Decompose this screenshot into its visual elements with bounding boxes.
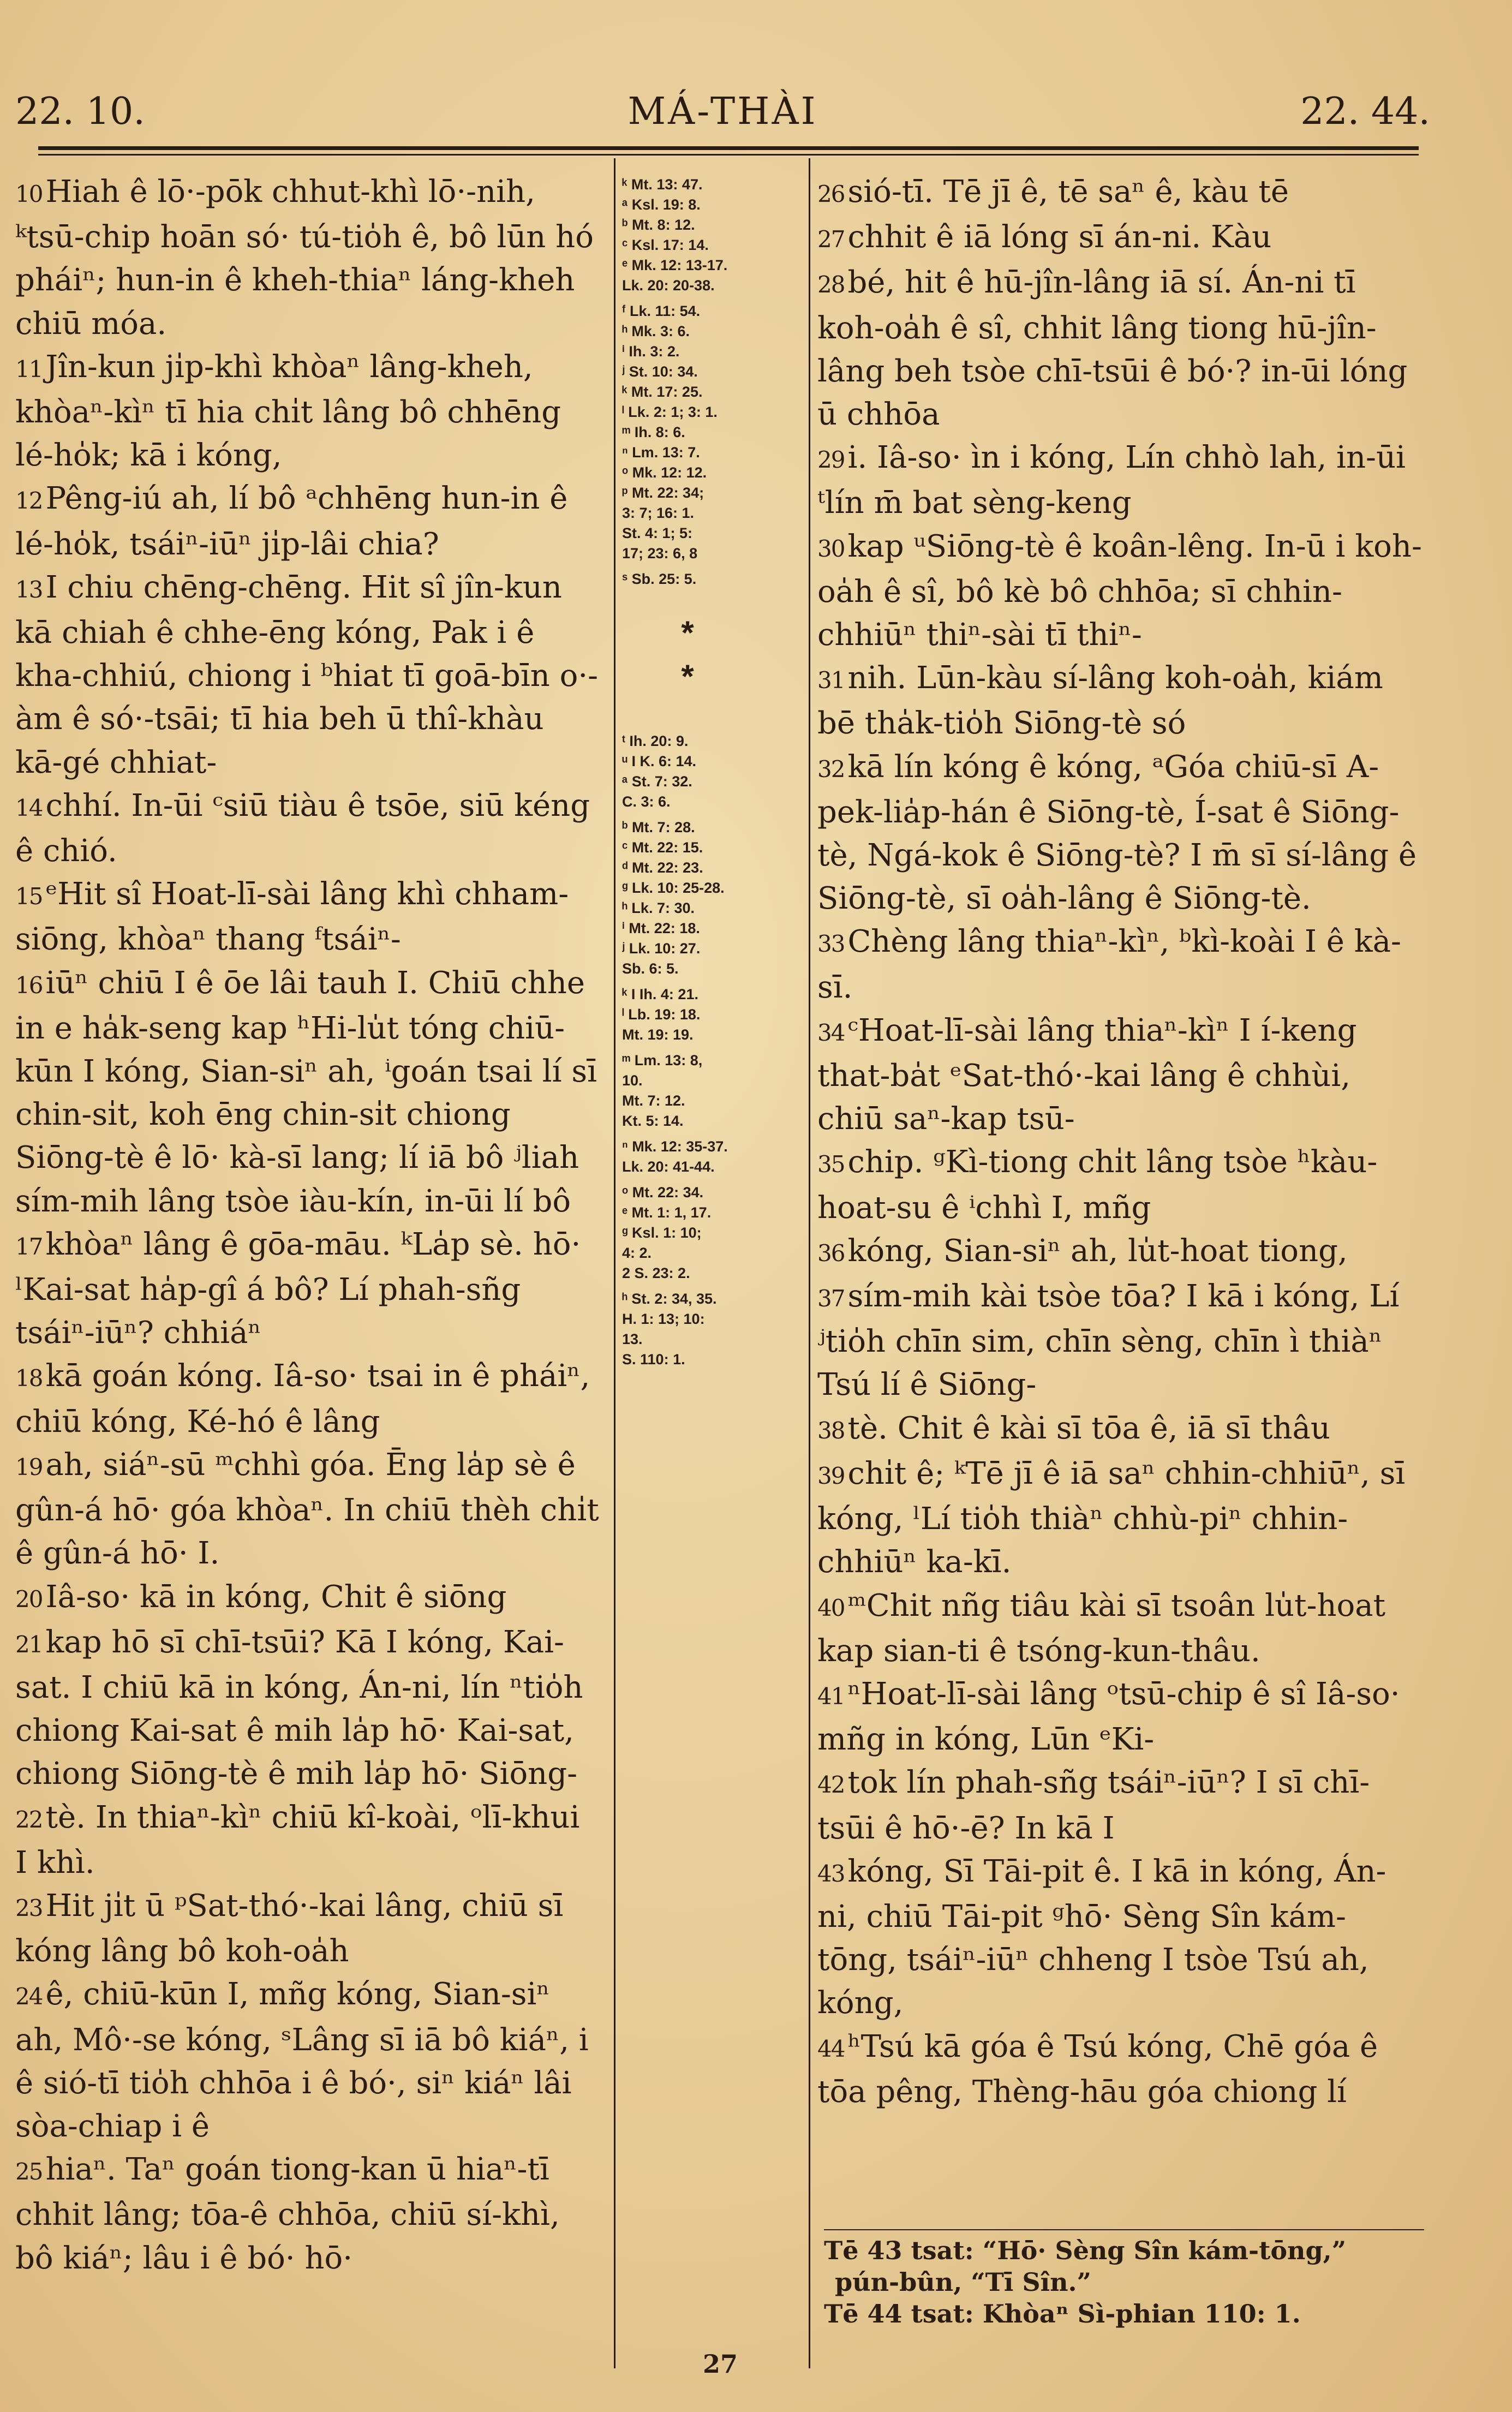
verse-text: kap ᵘSiōng-tè ê koân-lêng. In-ū i koh-oa̍h ê sî, bô kè bô chhōa; sī chhin-chhiūⁿ thiⁿ-sài tī thiⁿ-	[817, 528, 1422, 653]
reference-line: C. 3: 6.	[622, 793, 671, 810]
reference-line: ᵉ Mt. 1: 1, 17.	[622, 1204, 712, 1221]
verse-text: tè. Chit ê kài sī tōa ê, iā sī thâu	[847, 1410, 1330, 1446]
reference-line: ˢ Sb. 25: 5.	[622, 571, 697, 587]
verse-number: 23	[15, 1894, 43, 1921]
reference-block	[622, 1050, 808, 1131]
verse	[817, 261, 1423, 436]
verse-text: kóng, Sian-siⁿ ah, lu̍t-hoat tiong,	[847, 1233, 1348, 1269]
verse-text: sió-tī. Tē jī ê, tē saⁿ ê, kàu tē	[847, 174, 1289, 210]
verse-text: chhit ê iā lóng sī án-ni. Kàu	[847, 219, 1272, 255]
right-text-column	[817, 170, 1423, 2114]
reference-line: ⁱ Mt. 22: 18.	[622, 920, 700, 936]
verse-number: 32	[817, 755, 845, 783]
verse-text: ⁿHoat-lī-sài lâng ᵒtsū-chip ê sî Iâ-so· mñg in kóng, Lūn ᵉKi-	[817, 1676, 1400, 1758]
footnote-rule	[824, 2229, 1424, 2230]
verse	[15, 477, 599, 565]
footnote-line: pún-bûn, “Tī Sîn.”	[835, 2267, 1092, 2297]
verse-text: bé, hit ê hū-jîn-lâng iā sí. Án-ni tī koh-oa̍h ê sî, chhit lâng tiong hū-jîn-lâng beh tsòe chī-tsūi ê bó·? in-ūi lóng ū chhōa	[817, 265, 1408, 433]
verse	[15, 170, 599, 345]
verse-text: ᵉHit sî Hoat-lī-sài lâng khì chham-siōng, khòaⁿ thang ᶠtsáiⁿ-	[15, 876, 569, 958]
reference-line: ᵉ Mk. 12: 13-17.	[622, 257, 728, 273]
verse-text: sím-mih kài tsòe tōa? I kā i kóng, Lí ʲtio̍h chīn sim, chīn sèng, chīn ì thiàⁿ Tsú lí ê Siōng-	[817, 1279, 1400, 1403]
verse	[817, 1407, 1423, 1452]
reference-line: ᵐ Ih. 8: 6.	[622, 424, 685, 440]
verse-text: hiaⁿ. Taⁿ goán tiong-kan ū hiaⁿ-tī chhit lâng; tōa-ê chhōa, chiū sí-khì, bô kiáⁿ; lâu i ê bó· hō·	[15, 2152, 560, 2276]
verse-number: 10	[15, 181, 43, 207]
reference-line: ᵏ Mt. 13: 47.	[622, 176, 703, 193]
reference-line: ˡ Lb. 19: 18.	[622, 1006, 701, 1023]
reference-line: Mt. 19: 19.	[622, 1026, 694, 1043]
verse	[817, 1850, 1423, 2025]
verse-text: Hit ji̍t ū ᵖSat-thó·-kai lâng, chiū sī kóng lâng bô koh-oa̍h	[15, 1888, 564, 1969]
verse	[817, 170, 1423, 216]
verse-number: 36	[817, 1239, 845, 1267]
reference-block	[622, 817, 808, 979]
verse	[15, 784, 599, 873]
verse-number: 16	[15, 971, 43, 999]
reference-line: ʲ Lk. 10: 27.	[622, 940, 701, 957]
verse-text: ʰTsú kā góa ê Tsú kóng, Chē góa ê tōa pêng, Thèng-hāu góa chiong lí	[817, 2028, 1378, 2110]
reference-line: ⁱ Ih. 3: 2.	[622, 343, 680, 360]
verse	[817, 216, 1423, 261]
footnote-line: Tē 43 tsat: “Hō· Sèng Sîn kám-tōng,”	[824, 2236, 1347, 2265]
reference-line: ʲ St. 10: 34.	[622, 363, 698, 380]
verse-text: kóng, Sī Tāi-pit ê. I kā in kóng, Án-ni, chiū Tāi-pit ᵍhō· Sèng Sîn kám-tōng, tsáiⁿ-iūⁿ chheng I tsòe Tsú ah, kóng,	[817, 1853, 1387, 2021]
reference-line: ᵐ Lm. 13: 8,	[622, 1052, 703, 1068]
reference-line: Sb. 6: 5.	[622, 960, 679, 977]
verse-number: 25	[15, 2158, 43, 2186]
verse	[15, 1796, 599, 1884]
reference-line: ᵖ Mt. 22: 34;	[622, 485, 704, 501]
reference-line: ᵃ Ksl. 19: 8.	[622, 196, 701, 213]
verse	[817, 1584, 1423, 1673]
verse-number: 41	[817, 1682, 845, 1710]
section-stars: * *	[681, 614, 749, 695]
verse	[817, 525, 1423, 657]
verse-number: 21	[15, 1631, 43, 1658]
verse-number: 42	[817, 1771, 845, 1799]
reference-line: ᵏ I Ih. 4: 21.	[622, 986, 698, 1002]
verse-number: 29	[817, 446, 845, 474]
reference-line: Mt. 7: 12.	[622, 1092, 685, 1109]
reference-line: ᵇ Mt. 7: 28.	[622, 819, 695, 835]
verse-number: 34	[817, 1019, 845, 1046]
reference-line: Lk. 20: 41-44.	[622, 1159, 715, 1175]
verse	[817, 1229, 1423, 1275]
column-divider-right	[809, 158, 810, 2368]
verse-number: 12	[15, 487, 43, 515]
verse-number: 40	[817, 1594, 845, 1621]
reference-line: Lk. 20: 20-38.	[622, 277, 715, 294]
reference-line: ᵒ Mt. 22: 34.	[622, 1184, 704, 1201]
verse-text: ê, chiū-kūn I, mñg kóng, Sian-siⁿ ah, Mô·-se kóng, ˢLâng sī iā bô kiáⁿ, i ê sió-tī tio̍h chhōa i ê bó·, siⁿ kiáⁿ lâi sòa-chiap i ê	[15, 1977, 589, 2144]
verse	[817, 745, 1423, 921]
chapter-verse-start: 22. 10.	[15, 90, 145, 133]
header-rule-thin	[38, 154, 1419, 156]
verse-number: 44	[817, 2035, 845, 2062]
verse	[817, 2025, 1423, 2114]
verse	[15, 1354, 599, 1443]
verse-number: 19	[15, 1453, 43, 1480]
verse-number: 18	[15, 1365, 43, 1392]
reference-line: 2 S. 23: 2.	[622, 1265, 690, 1281]
reference-line: S. 110: 1.	[622, 1351, 685, 1368]
verse-text: kā goán kóng. Iâ-so· tsai in ê pháiⁿ, chiū kóng, Ké-hó ê lâng	[15, 1358, 590, 1440]
verse-number: 39	[817, 1462, 845, 1489]
verse-text: khòaⁿ lâng ê gōa-māu. ᵏLa̍p sè. hō· ˡKai-sat ha̍p-gî á bô? Lí phah-sñg tsáiⁿ-iūⁿ? chhiáⁿ	[15, 1226, 581, 1351]
reference-line: ᶜ Mt. 22: 15.	[622, 839, 703, 856]
reference-line: ʰ Lk. 7: 30.	[622, 900, 695, 916]
verse-text: ah, siáⁿ-sū ᵐchhì góa. Ēng la̍p sè ê gûn-á hō· góa khòaⁿ. In chiū thèh chi̍t ê gûn-á hō· I.	[15, 1447, 599, 1572]
verse-number: 30	[817, 535, 845, 562]
reference-line: St. 4: 1; 5:	[622, 525, 693, 541]
header-rule-thick	[38, 146, 1419, 150]
verse-text: iūⁿ chiū I ê ōe lâi tauh I. Chiū chhe in e ha̍k-seng kap ʰHi-lu̍t tóng chiū-kūn I kóng, Sian-siⁿ ah, ⁱgoán tsai lí sī chin-si̍t, koh ēng chin-si̍t chiong Siōng-tè ê lō· kà-sī lang; lí iā bô ʲliah sím-mih lâng tsòe iàu-kín, in-ūi lí bô	[15, 965, 597, 1219]
verse-number: 26	[817, 181, 845, 207]
reference-line: Kt. 5: 14.	[622, 1113, 684, 1129]
verse-number: 13	[15, 576, 43, 603]
verse-text: chip. ᵍKì-tiong chi̍t lâng tsòe ʰkàu-hoat-su ê ⁱchhì I, mñg	[817, 1144, 1378, 1226]
verse	[15, 873, 599, 961]
verse-text: nih. Lūn-kàu sí-lâng koh-oa̍h, kiám bē tha̍k-tio̍h Siōng-tè só	[817, 660, 1383, 742]
reference-line: ᵘ I K. 6: 14.	[622, 753, 696, 769]
verse	[817, 920, 1423, 1008]
reference-line: ᶠ Lk. 11: 54.	[622, 303, 701, 319]
chapter-verse-end: 22. 44.	[1300, 90, 1430, 133]
footnote-line: Tē 44 tsat: Khòaⁿ Sì-phian 110: 1.	[824, 2299, 1301, 2329]
verse-number: 27	[817, 226, 845, 253]
page-number: 27	[702, 2349, 738, 2379]
verse-text: I chiu chēng-chēng. Hit sî jîn-kun kā chiah ê chhe-ēng kóng, Pak i ê kha-chhiú, chiong i ᵇhiat tī goā-bīn o·-àm ê só·-tsāi; tī hia beh ū thî-khàu kā-gé chhiat-	[15, 569, 599, 780]
reference-line: ᵒ Mk. 12: 12.	[622, 464, 707, 481]
verse-number: 14	[15, 794, 43, 821]
verse-text: ᶜHoat-lī-sài lâng thiaⁿ-kìⁿ I í-keng that-ba̍t ᵉSat-thó·-kai lâng ê chhùi, chiū saⁿ-kap tsū-	[817, 1012, 1357, 1137]
reference-block	[622, 984, 808, 1045]
verse-number: 43	[817, 1860, 845, 1887]
verse	[15, 1443, 599, 1575]
verse	[817, 1009, 1423, 1141]
reference-line: ᵍ Ksl. 1: 10;	[622, 1225, 702, 1241]
verse	[15, 566, 599, 784]
verse-text: Iâ-so· kā in kóng, Chit ê siōng	[45, 1579, 507, 1615]
footnotes	[824, 2235, 1435, 2330]
verse-text: Chèng lâng thiaⁿ-kìⁿ, ᵇkì-koài I ê kà-sī.	[817, 924, 1401, 1005]
verse-number: 31	[817, 667, 845, 694]
reference-line: ʰ St. 2: 34, 35.	[622, 1291, 717, 1307]
reference-line: ᵍ Lk. 10: 25-28.	[622, 880, 725, 896]
reference-line: ᵇ Mt. 8: 12.	[622, 217, 695, 233]
verse-number: 28	[817, 271, 845, 298]
verse	[817, 436, 1423, 524]
verse-text: ᵐChit nñg tiâu kài sī tsoân lu̍t-hoat kap sian-ti ê tsóng-kun-thâu.	[817, 1587, 1386, 1669]
verse-number: 38	[817, 1417, 845, 1444]
reference-line: ˡ Lk. 2: 1; 3: 1.	[622, 404, 718, 420]
verse-number: 33	[817, 930, 845, 958]
verse-number: 22	[15, 1806, 43, 1833]
verse	[817, 1275, 1423, 1407]
running-head	[15, 82, 1430, 142]
left-text-column	[15, 170, 599, 2280]
verse-text: Jîn-kun ji̍p-khì khòaⁿ lâng-kheh, khòaⁿ-kìⁿ tī hia chi̍t lâng bô chhēng lé-ho̍k; kā i kóng,	[15, 349, 561, 474]
reference-line: 17; 23: 6, 8	[622, 545, 698, 562]
verse	[817, 1761, 1423, 1849]
reference-line: ⁿ Mk. 12: 35-37.	[622, 1138, 728, 1155]
reference-line: ᵗ Ih. 20: 9.	[622, 733, 689, 749]
verse	[15, 1973, 599, 2148]
verse-text: chhí. In-ūi ᶜsiū tiàu ê tsōe, siū kéng ê chió.	[15, 787, 590, 869]
verse	[15, 1884, 599, 1973]
verse-text: Hiah ê lō·-pōk chhut-khì lō·-nih, ᵏtsū-chip hoān só· tú-tio̍h ê, bô lūn hó pháiⁿ; hun-in ê kheh-thiaⁿ láng-kheh chiū móa.	[15, 174, 594, 342]
verse	[817, 656, 1423, 745]
reference-block	[622, 569, 808, 589]
verse-text: Pêng-iú ah, lí bô ᵃchhēng hun-in ê lé-ho̍k, tsáiⁿ-iūⁿ ji̍p-lâi chia?	[15, 481, 568, 562]
book-title: MÁ-THÀI	[627, 90, 818, 133]
reference-line: ᶜ Ksl. 17: 14.	[622, 237, 709, 253]
verse-text: kap hō sī chī-tsūi? Kā I kóng, Kai-sat. I chiū kā in kóng, Án-ni, lín ⁿtio̍h chiong Kai-sat ê mih la̍p hō· Kai-sat, chiong Siōng-tè ê mih la̍p hō· Siōng-	[15, 1624, 583, 1792]
reference-line: 3: 7; 16: 1.	[622, 505, 695, 521]
verse	[15, 962, 599, 1223]
verse-number: 37	[817, 1285, 845, 1312]
verse-number: 15	[15, 883, 43, 910]
reference-line: H. 1: 13; 10:	[622, 1311, 705, 1327]
verse-number: 17	[15, 1233, 43, 1260]
verse	[817, 1141, 1423, 1229]
reference-line: 13.	[622, 1331, 643, 1347]
verse	[15, 1621, 599, 1796]
reference-block	[622, 175, 808, 296]
reference-line: ᵃ St. 7: 32.	[622, 773, 692, 790]
reference-block	[622, 1183, 808, 1283]
reference-block	[622, 1137, 808, 1177]
verse	[15, 345, 599, 477]
verse-text: tok lín phah-sñg tsáiⁿ-iūⁿ? I sī chī-tsūi ê hō·-ē? In kā I	[817, 1765, 1370, 1846]
reference-block	[622, 1289, 808, 1370]
reference-line: ᵏ Mt. 17: 25.	[622, 384, 703, 400]
verse	[15, 1223, 599, 1355]
verse-number: 11	[15, 355, 43, 383]
verse-text: kā lín kóng ê kóng, ᵃGóa chiū-sī A-pek-lia̍p-hán ê Siōng-tè, Í-sat ê Siōng-tè, Ngá-kok ê Siōng-tè? I m̄ sī sí-lâng ê Siōng-tè, sī oa̍h-lâng ê Siōng-tè.	[817, 749, 1417, 917]
verse	[15, 2148, 599, 2280]
reference-line: ʰ Mk. 3: 6.	[622, 323, 690, 339]
reference-line: ᵈ Mt. 22: 23.	[622, 859, 703, 876]
reference-block	[622, 731, 808, 812]
verse-number: 35	[817, 1151, 845, 1178]
verse	[817, 1673, 1423, 1761]
column-divider-left	[614, 158, 615, 2368]
verse-number: 20	[15, 1585, 43, 1613]
reference-line: 4: 2.	[622, 1245, 652, 1261]
verse-number: 24	[15, 1983, 43, 2010]
verse	[817, 1452, 1423, 1584]
verse-text: tè. In thiaⁿ-kìⁿ chiū kî-koài, ᵒlī-khui I khì.	[15, 1799, 580, 1880]
verse-text: i. Iâ-so· ìn i kóng, Lín chhò lah, in-ūi ᵗlín m̄ bat sèng-keng	[817, 440, 1406, 521]
cross-reference-column	[622, 175, 808, 1375]
reference-block	[622, 301, 808, 564]
verse	[15, 1575, 599, 1621]
reference-line: 10.	[622, 1072, 643, 1089]
reference-line: ⁿ Lm. 13: 7.	[622, 444, 700, 461]
verse-text: chi̍t ê; ᵏTē jī ê iā saⁿ chhin-chhiūⁿ, sī kóng, ˡLí tio̍h thiàⁿ chhù-piⁿ chhin-chhiūⁿ ka-kī.	[817, 1455, 1406, 1580]
